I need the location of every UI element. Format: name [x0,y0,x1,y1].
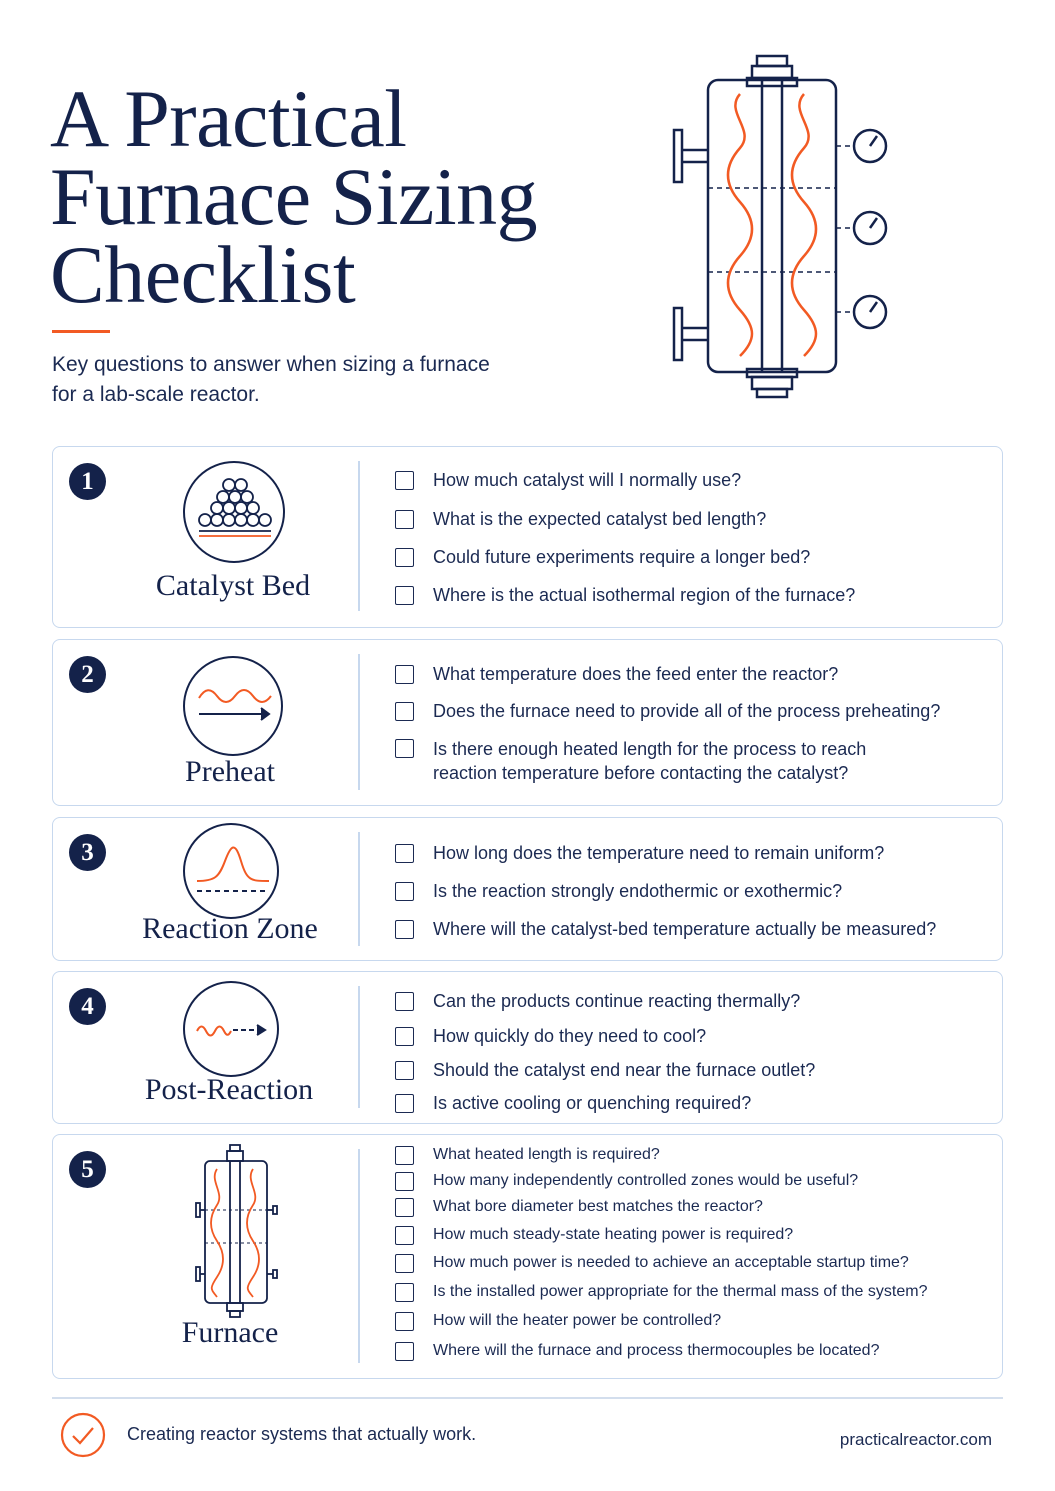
question-text: Should the catalyst end near the furnace outlet? [433,1060,816,1080]
checkbox[interactable] [395,1226,414,1245]
section-furnace [52,1134,1003,1379]
section-divider [358,832,360,946]
section-divider [358,1149,360,1363]
checkbox[interactable] [395,1283,414,1302]
question-text: How many independently controlled zones would be useful? [433,1172,859,1189]
section-reaction-zone [52,817,1003,961]
wave-arrow-icon [183,656,283,756]
checkbox[interactable] [395,548,414,567]
question-text: Could future experiments require a longer bed? [433,547,811,567]
question-text: How much power is needed to achieve an acceptable startup time? [433,1254,909,1271]
question-text: Does the furnace need to provide all of the process preheating? [433,701,941,721]
title-line: A Practical [50,73,407,164]
section-label: Preheat [185,755,275,788]
question-text: Is the reaction strongly endothermic or exothermic? [433,881,843,901]
section-preheat [52,639,1003,806]
footer-divider [52,1397,1003,1399]
checkbox[interactable] [395,471,414,490]
checkbox[interactable] [395,1146,414,1165]
question-text: Where is the actual isothermal region of the furnace? [433,585,856,605]
checkbox[interactable] [395,1342,414,1361]
temperature-peak-icon [183,823,279,919]
website-link[interactable]: practicalreactor.com [839,1430,992,1449]
question-text: How long does the temperature need to remain uniform? [433,843,885,863]
subtitle-line: for a lab-scale reactor. [52,383,260,406]
question-text: How quickly do they need to cool? [433,1026,707,1046]
question-text: What heated length is required? [433,1146,660,1163]
question-text: How much steady-state heating power is required? [433,1226,794,1243]
cooling-wave-icon [183,981,279,1077]
furnace-illustration-icon [660,50,900,400]
question-text: Is active cooling or quenching required? [433,1093,752,1113]
question-text: Where will the furnace and process thermocouples be located? [433,1342,880,1359]
checkbox[interactable] [395,882,414,901]
checkbox[interactable] [395,1312,414,1331]
page-title [50,73,650,320]
section-label: Reaction Zone [142,912,318,945]
question-text: Can the products continue reacting thermally? [433,991,801,1011]
catalyst-pellets-icon [183,461,285,563]
checkbox[interactable] [395,1027,414,1046]
checkbox[interactable] [395,1198,414,1217]
section-label: Furnace [181,1316,279,1349]
checkbox[interactable] [395,510,414,529]
question-text: Where will the catalyst-bed temperature actually be measured? [433,919,937,939]
question-text: How will the heater power be controlled? [433,1312,722,1329]
section-post-reaction [52,971,1003,1124]
checkbox[interactable] [395,1094,414,1113]
checkbox[interactable] [395,739,414,758]
section-divider [358,461,360,611]
section-number-badge: 5 [69,1151,106,1188]
section-label: Catalyst Bed [155,569,311,602]
checkbox[interactable] [395,1254,414,1273]
checkbox[interactable] [395,992,414,1011]
section-number-badge: 3 [69,834,106,871]
question-text: Is the installed power appropriate for the thermal mass of the system? [433,1283,928,1300]
section-number-badge: 2 [69,656,106,693]
title-line: Furnace Sizing [50,151,538,242]
title-accent-rule [52,330,110,333]
checkbox[interactable] [395,586,414,605]
question-text: Is there enough heated length for the process to reach reaction temperature before contacting the catalyst? [433,739,867,783]
section-divider [358,986,360,1108]
checkbox[interactable] [395,702,414,721]
title-line: Checklist [50,229,356,320]
question-text: What temperature does the feed enter the reactor? [433,664,839,684]
section-catalyst-bed [52,446,1003,628]
question-text: What is the expected catalyst bed length? [433,509,767,529]
question-text: What bore diameter best matches the reactor? [433,1198,763,1215]
footer-tagline: Creating reactor systems that actually work. [127,1424,477,1444]
checkbox[interactable] [395,844,414,863]
checkbox[interactable] [395,665,414,684]
checkbox[interactable] [395,1061,414,1080]
checkmark-circle-icon [60,1412,106,1458]
furnace-icon [193,1143,283,1319]
section-number-badge: 1 [69,463,106,500]
question-text: How much catalyst will I normally use? [433,470,742,490]
section-divider [358,654,360,790]
page-subtitle [52,350,572,410]
checkbox[interactable] [395,1172,414,1191]
checkbox[interactable] [395,920,414,939]
subtitle-line: Key questions to answer when sizing a furnace [52,353,490,376]
section-number-badge: 4 [69,988,106,1025]
section-label: Post-Reaction [144,1073,314,1106]
